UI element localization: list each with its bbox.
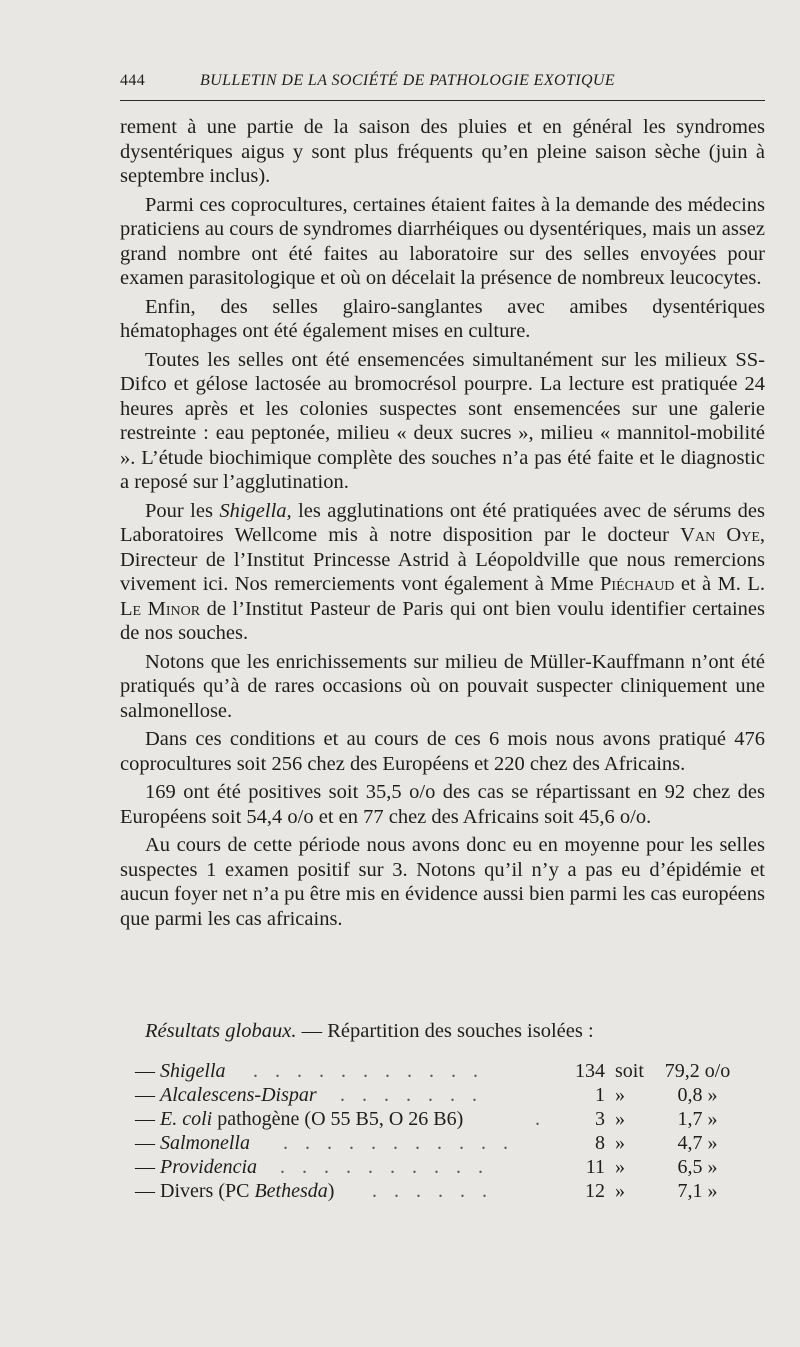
table-row <box>135 1084 765 1108</box>
p5-text-e: de l’Institut Pasteur de Paris qui ont bien voulu identifier certaines de nos souches. <box>120 597 765 644</box>
header-rule <box>120 100 765 101</box>
strain-count: 134 <box>575 1060 605 1082</box>
strain-count: 11 <box>585 1156 605 1178</box>
results-table <box>135 1060 765 1204</box>
percentage: 79,2 o/o <box>664 1060 731 1082</box>
organism-label <box>135 1132 250 1155</box>
results-title-italic: Résultats globaux. <box>145 1020 297 1042</box>
leader-dots: . . . . . . . . . . <box>280 1156 489 1178</box>
separator: » <box>615 1180 625 1202</box>
organism-italic: Shigella <box>160 1060 226 1082</box>
results-title <box>145 1020 765 1043</box>
percentage: 4,7 » <box>677 1132 718 1154</box>
p5-text-d: et à M. L. <box>674 573 765 595</box>
running-header <box>120 72 765 98</box>
paragraph-8: 169 ont été positives soit 35,5 o/o des cas se répartissant en 92 chez des Européens soit 54,4 o/o et en 77 chez des Africains soit 45,6 o/o. <box>120 781 765 828</box>
strain-count: 1 <box>595 1084 605 1106</box>
journal-title: BULLETIN DE LA SOCIÉTÉ DE PATHOLOGIE EXOTIQUE <box>200 72 616 89</box>
table-row <box>135 1180 765 1204</box>
separator: soit <box>615 1060 644 1082</box>
strain-count: 3 <box>595 1108 605 1130</box>
table-row <box>135 1108 765 1132</box>
percentage: 6,5 » <box>677 1156 718 1178</box>
organism-text: pathogène (O 55 B5, O 26 B6) <box>212 1108 464 1130</box>
body-text <box>120 115 765 935</box>
paragraph-2: Parmi ces coprocultures, certaines étaient faites à la demande des médecins praticiens au cours de syndromes diarrhéiques ou dysentériques, mais un assez grand nombre ont été faites au laboratoire sur des selles envoyées pour examen parasitologique et où on décelait la présence de nombreux leucocytes. <box>120 193 765 289</box>
leader-dots: . . . . . . . . . . . <box>283 1132 514 1154</box>
organism-italic: E. coli <box>160 1108 213 1130</box>
dash: — <box>135 1060 160 1082</box>
organism-text-end: ) <box>327 1180 335 1202</box>
separator: » <box>615 1084 625 1106</box>
organism-italic: Providencia <box>160 1156 258 1178</box>
table-row <box>135 1060 765 1084</box>
paragraph-6: Notons que les enrichissements sur milieu de Müller-Kauffmann n’ont été pratiqués qu’à de rares occasions où on pouvait suspecter cliniquement une salmonellose. <box>120 650 765 722</box>
organism-label <box>135 1060 226 1083</box>
p5-text-a: Pour les <box>145 499 220 522</box>
paragraph-3: Enfin, des selles glairo-sanglantes avec amibes dysentériques hématophages ont été également mises en culture. <box>120 295 765 342</box>
strain-count: 8 <box>595 1132 605 1154</box>
percentage: 7,1 » <box>677 1180 718 1202</box>
organism-italic: Salmonella <box>160 1132 250 1154</box>
p5-van-oye: Van Oye <box>680 524 760 546</box>
organism-label <box>135 1084 317 1107</box>
p5-piechaud: Piéchaud <box>600 573 675 595</box>
separator: » <box>615 1108 625 1130</box>
organism-text: Divers (PC <box>160 1180 255 1202</box>
organism-label <box>135 1108 463 1131</box>
dash: — <box>135 1156 160 1178</box>
leader-dots: . . . . . . . . . . . <box>253 1060 484 1082</box>
organism-label <box>135 1180 334 1203</box>
dash: — <box>135 1084 160 1106</box>
results-title-rest: — Répartition des souches isolées : <box>296 1020 594 1042</box>
paragraph-9: Au cours de cette période nous avons donc eu en moyenne pour les selles suspectes 1 examen positif sur 3. Notons qu’il n’y a pas eu d’épidémie et aucun foyer net n’a pu être mis en évidence aussi bien parmi les cas européens que parmi les cas africains. <box>120 834 765 930</box>
organism-label <box>135 1156 257 1179</box>
percentage: 1,7 » <box>677 1108 718 1130</box>
strain-count: 12 <box>585 1180 605 1202</box>
leader-dots: . <box>535 1108 546 1130</box>
separator: » <box>615 1156 625 1178</box>
separator: » <box>615 1132 625 1154</box>
p5-text-c: , Directeur de l’Institut Princesse Astrid à Léopoldville que nous remercions vivement ici. Nos remerciements vont également à Mme <box>120 524 766 595</box>
percentage: 0,8 » <box>677 1084 718 1106</box>
p5-le-minor: Le Minor <box>120 597 201 620</box>
dash: — <box>135 1132 160 1154</box>
page-number: 444 <box>120 72 146 89</box>
p5-text-b: les agglutinations ont été pratiquées avec de sérums des Laboratoires Wellcome mis à notre disposition par le docteur <box>120 499 765 546</box>
table-row <box>135 1132 765 1156</box>
paragraph-4: Toutes les selles ont été ensemencées simultanément sur les milieux SS-Difco et gélose lactosée au bromocrésol pourpre. La lecture est pratiquée 24 heures après et les colonies suspectes sont ensemencées sur une galerie restreinte : eau peptonée, milieu « deux sucres », milieu « mannitol-mobilité ». L’étude biochimique complète des souches n’a pas été faite et le diagnostic a reposé sur l’agglutination. <box>120 348 765 493</box>
leader-dots: . . . . . . . <box>340 1084 483 1106</box>
table-row <box>135 1156 765 1180</box>
organism-italic-2: Bethesda <box>254 1180 328 1202</box>
dash: — <box>135 1180 160 1202</box>
dash: — <box>135 1108 160 1130</box>
paragraph-5 <box>120 499 765 646</box>
paragraph-7: Dans ces conditions et au cours de ces 6 mois nous avons pratiqué 476 coprocultures soit 256 chez des Européens et 220 chez des Africains. <box>120 728 765 775</box>
p5-shigella: Shigella, <box>219 499 292 522</box>
paragraph-1: rement à une partie de la saison des pluies et en général les syndromes dysentériques aigus y sont plus fréquents qu’en pleine saison sèche (juin à septembre inclus). <box>120 116 765 187</box>
leader-dots: . . . . . . <box>372 1180 493 1202</box>
organism-italic: Alcalescens-Dispar <box>160 1084 317 1106</box>
